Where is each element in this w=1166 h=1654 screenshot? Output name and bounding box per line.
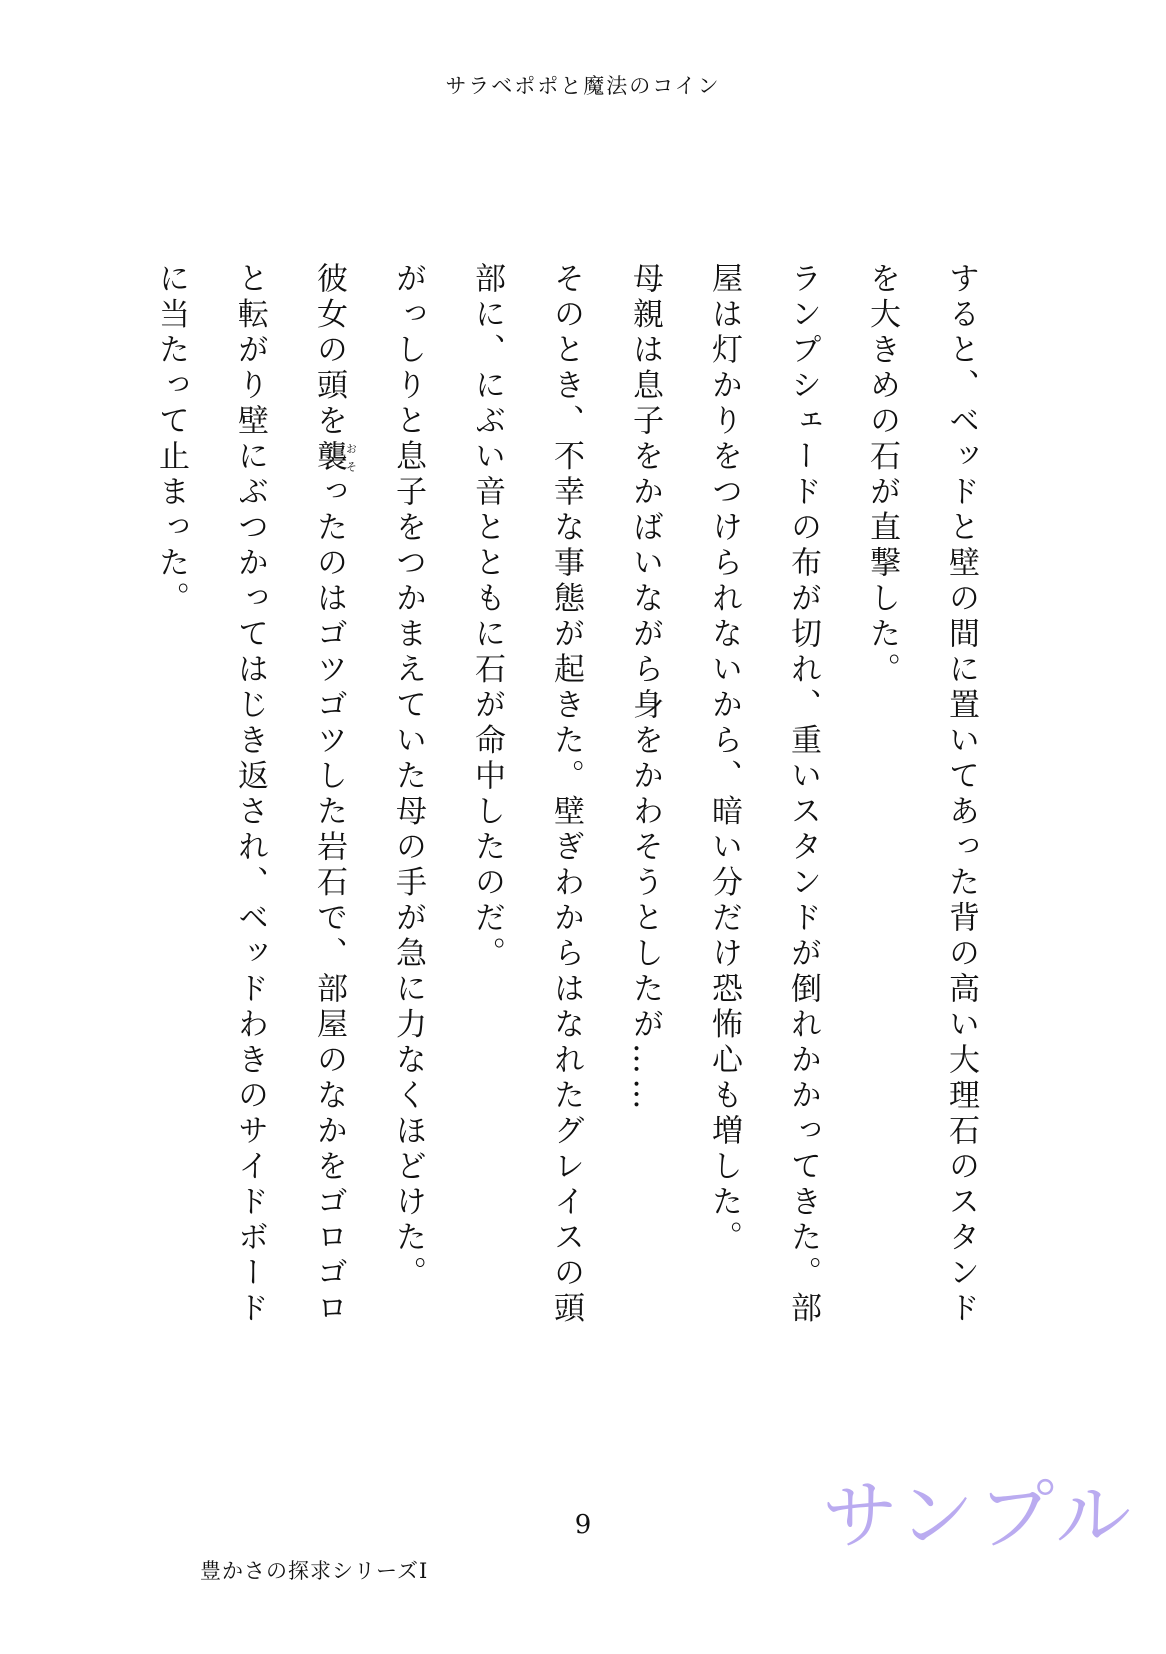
running-header-title: サラベポポと魔法のコイン bbox=[445, 74, 721, 98]
ruby-reading: おそ bbox=[344, 439, 358, 475]
series-footer: 豊かさの探求シリーズⅠ bbox=[200, 1559, 429, 1583]
page-number: 9 bbox=[574, 1510, 592, 1540]
novel-body-text bbox=[153, 262, 1000, 1362]
ruby-base: 襲 bbox=[311, 439, 347, 475]
furigana-ruby bbox=[311, 439, 358, 476]
paragraph-6 bbox=[131, 262, 368, 1362]
sample-watermark: サンプル bbox=[822, 1471, 1136, 1560]
paragraph-1: すると、ベッドと壁の間に置いてあった背の高い大理石のスタンドを大きめの石が直撃した。 bbox=[864, 262, 979, 1327]
paragraph-6-start: 彼女の頭を bbox=[311, 262, 347, 440]
paragraph-2: ランプシェードの布が切れ、重いスタンドが倒れかかってきた。部屋は灯かりをつけられないから、暗い分だけ恐怖心も増した。 bbox=[706, 262, 821, 1327]
paragraph-3: 母親は息子をかばいながら身をかわそうとしたが…… bbox=[627, 262, 663, 1114]
paragraph-5: がっしりと息子をつかまえていた母の手が急に力なくほどけた。 bbox=[390, 262, 426, 1292]
paragraph-6-end: ったのはゴツゴツした岩石で、部屋のなかをゴロゴロと転がり壁にぶつかってはじき返され、ベッドわきのサイドボードに当たって止まった。 bbox=[153, 262, 347, 1327]
paragraph-4: そのとき、不幸な事態が起きた。壁ぎわからはなれたグレイスの頭部に、にぶい音とともに石が命中したのだ。 bbox=[469, 262, 584, 1327]
